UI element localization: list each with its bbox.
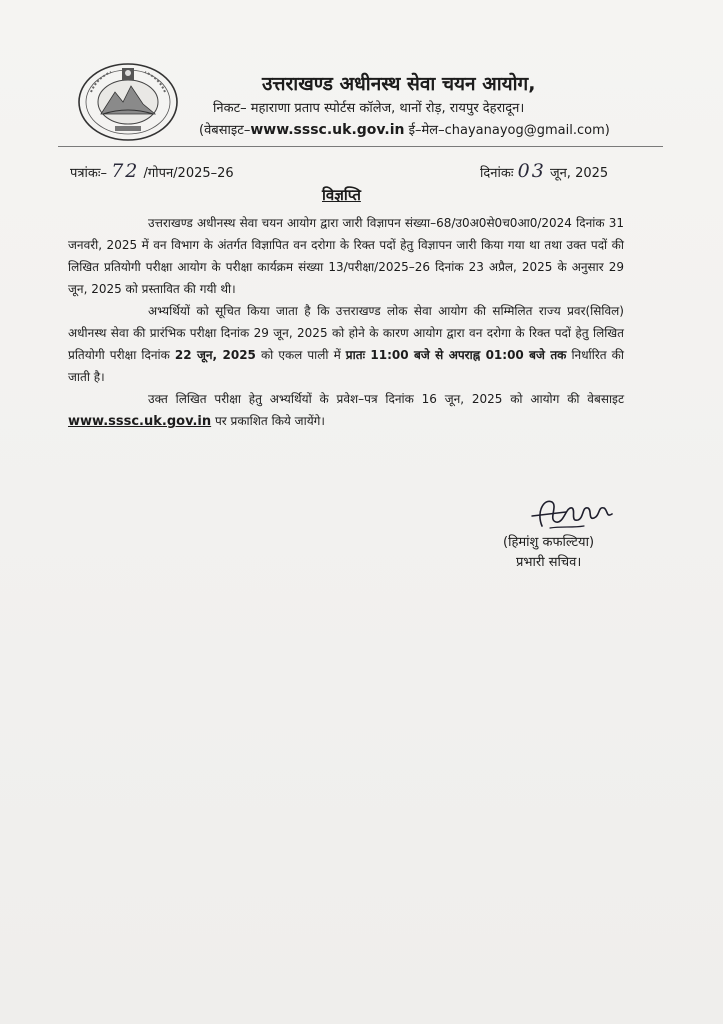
website-prefix: (वेबसाइट– [199, 123, 251, 138]
paragraph-1: उत्तराखण्ड अधीनस्थ सेवा चयन आयोग द्वारा जारी विज्ञापन संख्या–68/उ0अ0से0च0आ0/2024 दिनांक 31 जनवरी, 2025 में वन विभाग के अंतर्गत विज्ञापित वन दरोगा के रिक्त पदों हेतु विज्ञापन जारी किया गया था तथा उक्त पदों की लिखित प्रतियोगी परीक्षा आयोग के परीक्षा कार्यक्रम संख्या 13/परीक्षा/2025–26 दिनांक 23 अप्रैल, 2025 के अनुसार 29 जून, 2025 को प्रस्तावित की गयी थी। [68, 216, 624, 296]
organization-contact [199, 120, 610, 138]
paragraph-2-end: निर्धारित की जाती है। [68, 348, 624, 384]
paragraph-3-start: उक्त लिखित परीक्षा हेतु अभ्यर्थियों के प्रवेश–पत्र दिनांक 16 जून, 2025 को आयोग की वेबसाइट [148, 392, 624, 406]
paragraph-2-mid: को एकल पाली में [260, 348, 341, 362]
reference-label: पत्रांकः– [70, 166, 108, 181]
exam-date: 22 जून, 2025 [174, 348, 256, 362]
reference-suffix: /गोपन/2025–26 [143, 166, 234, 181]
paragraph-3 [68, 388, 624, 433]
organization-name: उत्तराखण्ड अधीनस्थ सेवा चयन आयोग, [262, 73, 536, 95]
issue-date [480, 160, 608, 182]
date-handwritten-day: 03 [517, 160, 546, 182]
website-link-body[interactable]: www.sssc.uk.gov.in [68, 414, 212, 429]
commission-emblem-icon [77, 62, 179, 142]
paragraph-2-start: अभ्यर्थियों को सूचित किया जाता है कि उत्तराखण्ड लोक सेवा आयोग की सम्मिलित राज्य प्रवर(सिविल) अधीनस्थ सेवा की प्रारंभिक परीक्षा दिनांक 29 जून, 2025 को होने के कारण आयोग द्वारा वन दरोगा के रिक्त पदों हेतु लिखित प्रतियोगी परीक्षा दिनांक [68, 304, 624, 362]
paragraph-2 [68, 300, 624, 388]
email-prefix: ई–मेल– [408, 123, 445, 138]
reference-handwritten-number: 72 [111, 160, 140, 182]
signatory-designation: प्रभारी सचिव। [516, 555, 582, 570]
signature-mark [522, 492, 622, 532]
exam-time: प्रातः 11:00 बजे से अपराह्न 01:00 बजे तक [345, 348, 567, 362]
header-divider [58, 146, 663, 147]
organization-address: निकट– महाराणा प्रताप स्पोर्टस कॉलेज, थानों रोड़, रायपुर देहरादून। [213, 101, 525, 116]
website-link[interactable]: www.sssc.uk.gov.in [250, 122, 405, 138]
notice-body [68, 212, 624, 433]
signatory-name: (हिमांशु कफल्टिया) [503, 535, 595, 550]
date-label: दिनांकः [480, 166, 514, 181]
email-link[interactable]: chayanayog@gmail.com) [444, 123, 610, 138]
notice-title: विज्ञप्ति [322, 186, 361, 204]
reference-number [70, 160, 234, 182]
paragraph-3-end: पर प्रकाशित किये जायेंगे। [214, 414, 325, 428]
date-month-year: जून, 2025 [549, 166, 609, 181]
